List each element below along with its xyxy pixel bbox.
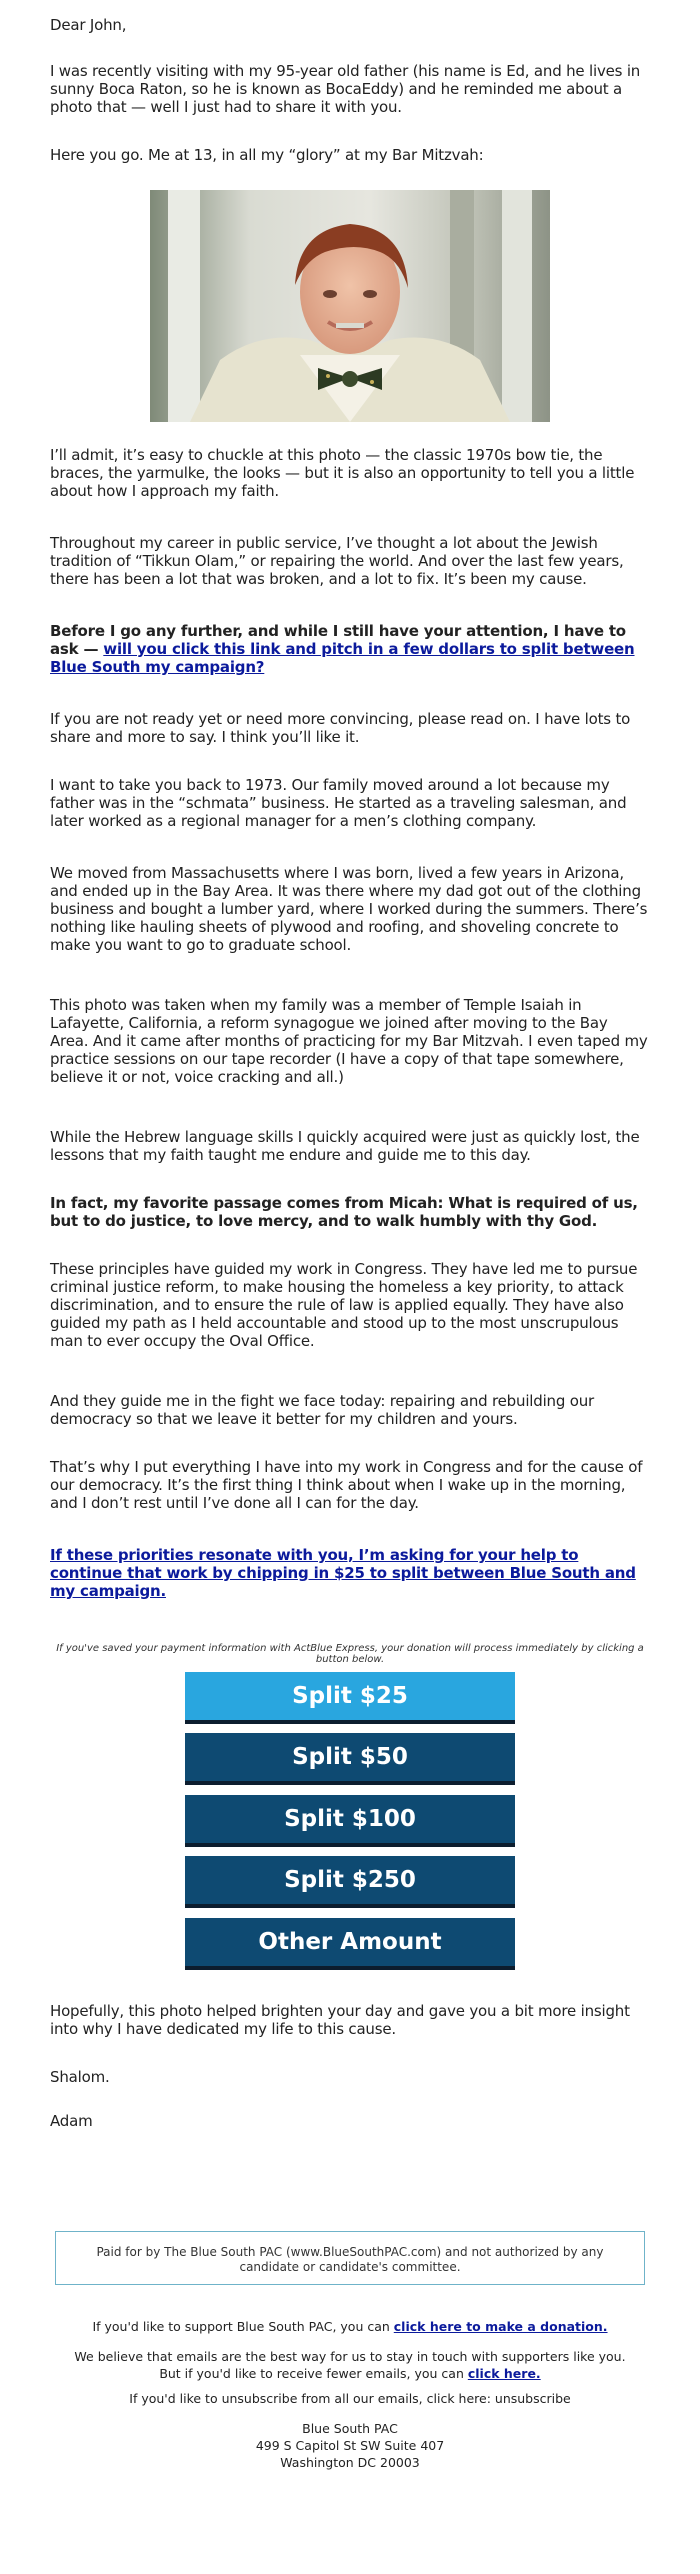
city-line: Washington DC 20003 xyxy=(280,2455,420,2470)
unsubscribe-text: If you'd like to unsubscribe from all our emails, click here: xyxy=(129,2391,495,2406)
fewer-emails-text: We believe that emails are the best way for us to stay in touch with supporters like you. But if you'd like to receive fewer emails, you can xyxy=(74,2349,626,2381)
org-name: Blue South PAC xyxy=(302,2421,398,2436)
split-50-button[interactable]: Split $50 xyxy=(185,1733,515,1785)
fewer-emails-link[interactable]: click here. xyxy=(467,2366,541,2381)
shalom-text: Shalom. xyxy=(50,2068,110,2086)
why-paragraph: That’s why I put everything I have into my work in Congress and for the cause of our democracy. It’s the first thing I think about when I wake up in the morning, and I don’t rest until I’ve done all I can for the day. xyxy=(50,1458,643,1512)
other-amount-button[interactable]: Other Amount xyxy=(185,1918,515,1970)
support-line xyxy=(50,2318,650,2335)
guide-fight-paragraph: And they guide me in the fight we face today: repairing and rebuilding our democracy so that we leave it better for my children and yours. xyxy=(50,1392,594,1428)
fewer-emails-line xyxy=(50,2348,650,2382)
temple-paragraph: This photo was taken when my family was a member of Temple Isaiah in Lafayette, California, a reform synagogue we joined after moving to the Bay Area. And it came after months of practicing for my Bar Mitzvah. I even taped my practice sessions on our tape recorder (I have a copy of that tape somewhere, believe it or not, voice cracking and all.) xyxy=(50,996,648,1086)
split-100-button[interactable]: Split $100 xyxy=(185,1795,515,1847)
ask-paragraph xyxy=(50,622,650,676)
actblue-express-note: If you've saved your payment information with ActBlue Express, your donation will process immediately by clicking a button below. xyxy=(56,1643,644,1665)
priorities-paragraph xyxy=(50,1546,650,1600)
here-you-go-paragraph: Here you go. Me at 13, in all my “glory” at my Bar Mitzvah: xyxy=(50,146,484,164)
admit-paragraph: I’ll admit, it’s easy to chuckle at this photo — the classic 1970s bow tie, the braces, the yarmulke, the looks — but it is also an opportunity to tell you a little about how I approach my faith. xyxy=(50,446,635,500)
photo-image xyxy=(150,190,550,422)
priorities-donate-link[interactable]: If these priorities resonate with you, I’m asking for your help to continue that work by chipping in $25 to split between Blue South and my campaign. xyxy=(50,1546,636,1600)
support-text: If you'd like to support Blue South PAC, you can xyxy=(92,2319,394,2334)
hebrew-paragraph: While the Hebrew language skills I quickly acquired were just as quickly lost, the lessons that my faith taught me endure and guide me to this day. xyxy=(50,1128,640,1164)
paid-for-disclaimer: Paid for by The Blue South PAC (www.BlueSouthPAC.com) and not authorized by any candidate or candidate's committee. xyxy=(55,2231,645,2285)
career-paragraph: Throughout my career in public service, I’ve thought a lot about the Jewish tradition of “Tikkun Olam,” or repairing the world. And over the last few years, there has been a lot that was broken, and a lot to fix. It’s been my cause. xyxy=(50,534,624,588)
bar-mitzvah-photo xyxy=(150,190,550,422)
unsubscribe-link[interactable]: unsubscribe xyxy=(494,2391,571,2406)
moved-paragraph: We moved from Massachusetts where I was born, lived a few years in Arizona, and ended up in the Bay Area. It was there where my dad got out of the clothing business and bought a lumber yard, where I worked during the summers. There’s nothing like hauling sheets of plywood and roofing, and shoveling concrete to make you want to go to graduate school. xyxy=(50,864,648,954)
address-line: 499 S Capitol St SW Suite 407 xyxy=(255,2438,445,2453)
ask-lead-text: Before I go any further, and while I still have your attention, I have to ask — xyxy=(50,622,626,658)
back-1973-paragraph: I want to take you back to 1973. Our family moved around a lot because my father was in the “schmata” business. He started as a traveling salesman, and later worked as a regional manager for a men’s clothing company. xyxy=(50,776,627,830)
unsubscribe-line xyxy=(50,2390,650,2407)
principles-paragraph: These principles have guided my work in Congress. They have led me to pursue criminal justice reform, to make housing the homeless a key priority, to attack discrimination, and to ensure the rule of law is applied equally. They have also guided my path as I held accountable and stood up to the most unscrupulous man to ever occupy the Oval Office. xyxy=(50,1260,638,1350)
not-ready-paragraph: If you are not ready yet or need more convincing, please read on. I have lots to share and more to say. I think you’ll like it. xyxy=(50,710,631,746)
split-250-button[interactable]: Split $250 xyxy=(185,1856,515,1908)
signature-text: Adam xyxy=(50,2112,93,2130)
intro-paragraph: I was recently visiting with my 95-year old father (his name is Ed, and he lives in sunny Boca Raton, so he is known as BocaEddy) and he reminded me about a photo that — well I just had to share it with you. xyxy=(50,62,641,116)
micah-paragraph: In fact, my favorite passage comes from Micah: What is required of us, but to do justice, to love mercy, and to walk humbly with thy God. xyxy=(50,1194,638,1230)
make-donation-link[interactable]: click here to make a donation. xyxy=(393,2319,608,2334)
hopefully-paragraph: Hopefully, this photo helped brighten your day and gave you a bit more insight into why I have dedicated my life to this cause. xyxy=(50,2002,630,2038)
donate-split-link[interactable]: will you click this link and pitch in a few dollars to split between Blue South my campaign? xyxy=(50,640,635,676)
greeting: Dear John, xyxy=(50,16,127,34)
split-25-button[interactable]: Split $25 xyxy=(185,1672,515,1724)
